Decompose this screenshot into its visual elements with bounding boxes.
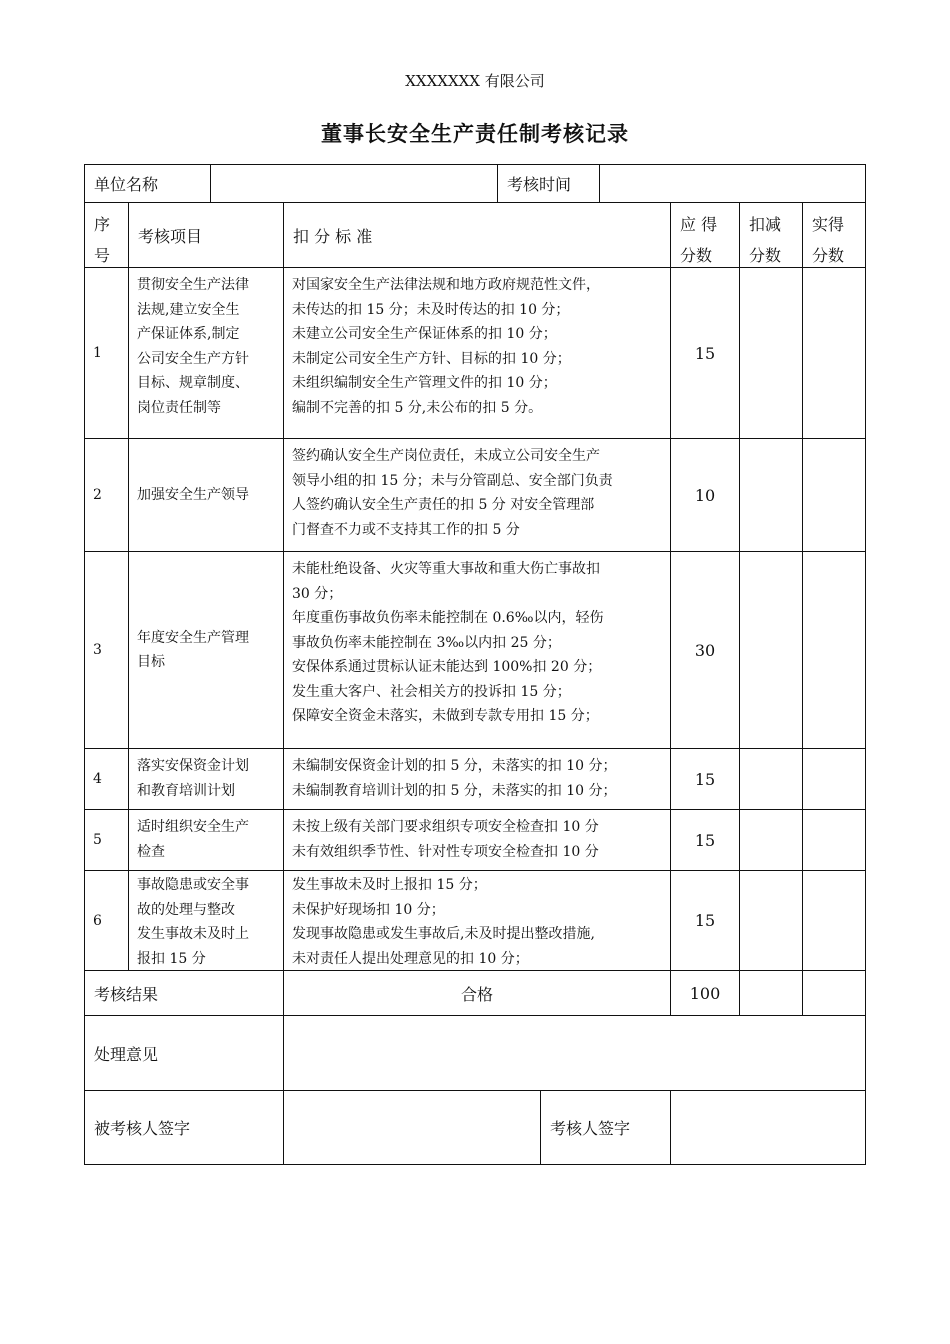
row-4-deduct[interactable] — [739, 748, 803, 810]
row-5-item: 适时组织安全生产 检查 — [128, 809, 284, 871]
row-2-item: 加强安全生产领导 — [128, 438, 284, 552]
result-actual[interactable] — [802, 970, 866, 1016]
row-4-criteria: 未编制安保资金计划的扣 5 分，未落实的扣 10 分； 未编制教育培训计划的扣 5 分，未落实的扣 10 分； — [283, 748, 671, 810]
row-5-actual[interactable] — [802, 809, 866, 871]
row-1-seq: 1 — [84, 267, 129, 439]
unit-name-label: 单位名称 — [84, 164, 211, 203]
row-5-seq: 5 — [84, 809, 129, 871]
row-3-deduct[interactable] — [739, 551, 803, 749]
unit-name-field[interactable] — [210, 164, 498, 203]
result-label: 考核结果 — [84, 970, 284, 1016]
col-item-header: 考核项目 — [128, 202, 284, 268]
assessee-signature-field[interactable] — [283, 1090, 541, 1165]
row-1-actual[interactable] — [802, 267, 866, 439]
row-6-criteria: 发生事故未及时上报扣 15 分； 未保护好现场扣 10 分； 发现事故隐患或发生事故后,未及时提出整改措施, 未对责任人提出处理意见的扣 10 分； — [283, 870, 671, 971]
row-2-actual[interactable] — [802, 438, 866, 552]
row-3-seq: 3 — [84, 551, 129, 749]
row-5-due-score: 15 — [670, 809, 740, 871]
row-6-actual[interactable] — [802, 870, 866, 971]
row-2-seq: 2 — [84, 438, 129, 552]
row-3-item: 年度安全生产管理 目标 — [128, 551, 284, 749]
company-name: XXXXXXX 有限公司 — [405, 72, 545, 90]
row-2-due-score: 10 — [670, 438, 740, 552]
row-3-criteria: 未能杜绝设备、火灾等重大事故和重大伤亡事故扣 30 分； 年度重伤事故负伤率未能控制在 0.6‰以内，轻伤 事故负伤率未能控制在 3‰以内扣 25 分； 安保体系通过贯标认证未能达到 100%扣 20 分； 发生重大客户、社会相关方的投诉扣 15 分； 保障安全资金未落实，未做到专款专用扣 15 分； — [283, 551, 671, 749]
assessor-signature-label: 考核人签字 — [540, 1090, 671, 1165]
col-deduct-header: 扣减 分数 — [739, 202, 803, 268]
assessment-table — [84, 164, 866, 1164]
result-deduct[interactable] — [739, 970, 803, 1016]
assessee-signature-label: 被考核人签字 — [84, 1090, 284, 1165]
row-4-item: 落实安保资金计划 和教育培训计划 — [128, 748, 284, 810]
col-criteria-header: 扣 分 标 准 — [283, 202, 671, 268]
row-6-seq: 6 — [84, 870, 129, 971]
row-6-deduct[interactable] — [739, 870, 803, 971]
assessment-time-label: 考核时间 — [497, 164, 600, 203]
row-5-deduct[interactable] — [739, 809, 803, 871]
row-1-criteria: 对国家安全生产法律法规和地方政府规范性文件， 未传达的扣 15 分；未及时传达的扣 10 分； 未建立公司安全生产保证体系的扣 10 分； 未制定公司安全生产方针、目标的扣 10 分； 未组织编制安全生产管理文件的扣 10 分； 编制不完善的扣 5 分,未公布的扣 5 分。 — [283, 267, 671, 439]
result-value[interactable]: 合格 — [283, 970, 671, 1016]
row-4-due-score: 15 — [670, 748, 740, 810]
row-2-criteria: 签约确认安全生产岗位责任，未成立公司安全生产 领导小组的扣 15 分；未与分管副总、安全部门负责 人签约确认安全生产责任的扣 5 分 对安全管理部 门督查不力或不支持其工作的扣 5 分 — [283, 438, 671, 552]
row-6-due-score: 15 — [670, 870, 740, 971]
col-seq-header: 序 号 — [84, 202, 129, 268]
col-actual-header: 实得 分数 — [802, 202, 866, 268]
opinion-field[interactable] — [283, 1015, 866, 1091]
document-title: 董事长安全生产责任制考核记录 — [321, 121, 629, 146]
assessor-signature-field[interactable] — [670, 1090, 866, 1165]
row-6-item: 事故隐患或安全事 故的处理与整改 发生事故未及时上 报扣 15 分 — [128, 870, 284, 971]
opinion-label: 处理意见 — [84, 1015, 284, 1091]
assessment-time-field[interactable] — [599, 164, 866, 203]
row-1-due-score: 15 — [670, 267, 740, 439]
row-1-item: 贯彻安全生产法律 法规,建立安全生 产保证体系,制定 公司安全生产方针 目标、规章制度、 岗位责任制等 — [128, 267, 284, 439]
row-3-due-score: 30 — [670, 551, 740, 749]
row-1-deduct[interactable] — [739, 267, 803, 439]
row-3-actual[interactable] — [802, 551, 866, 749]
result-total-score: 100 — [670, 970, 740, 1016]
row-2-deduct[interactable] — [739, 438, 803, 552]
row-4-seq: 4 — [84, 748, 129, 810]
row-5-criteria: 未按上级有关部门要求组织专项安全检查扣 10 分 未有效组织季节性、针对性专项安全检查扣 10 分 — [283, 809, 671, 871]
col-due-score-header: 应 得 分数 — [670, 202, 740, 268]
row-4-actual[interactable] — [802, 748, 866, 810]
